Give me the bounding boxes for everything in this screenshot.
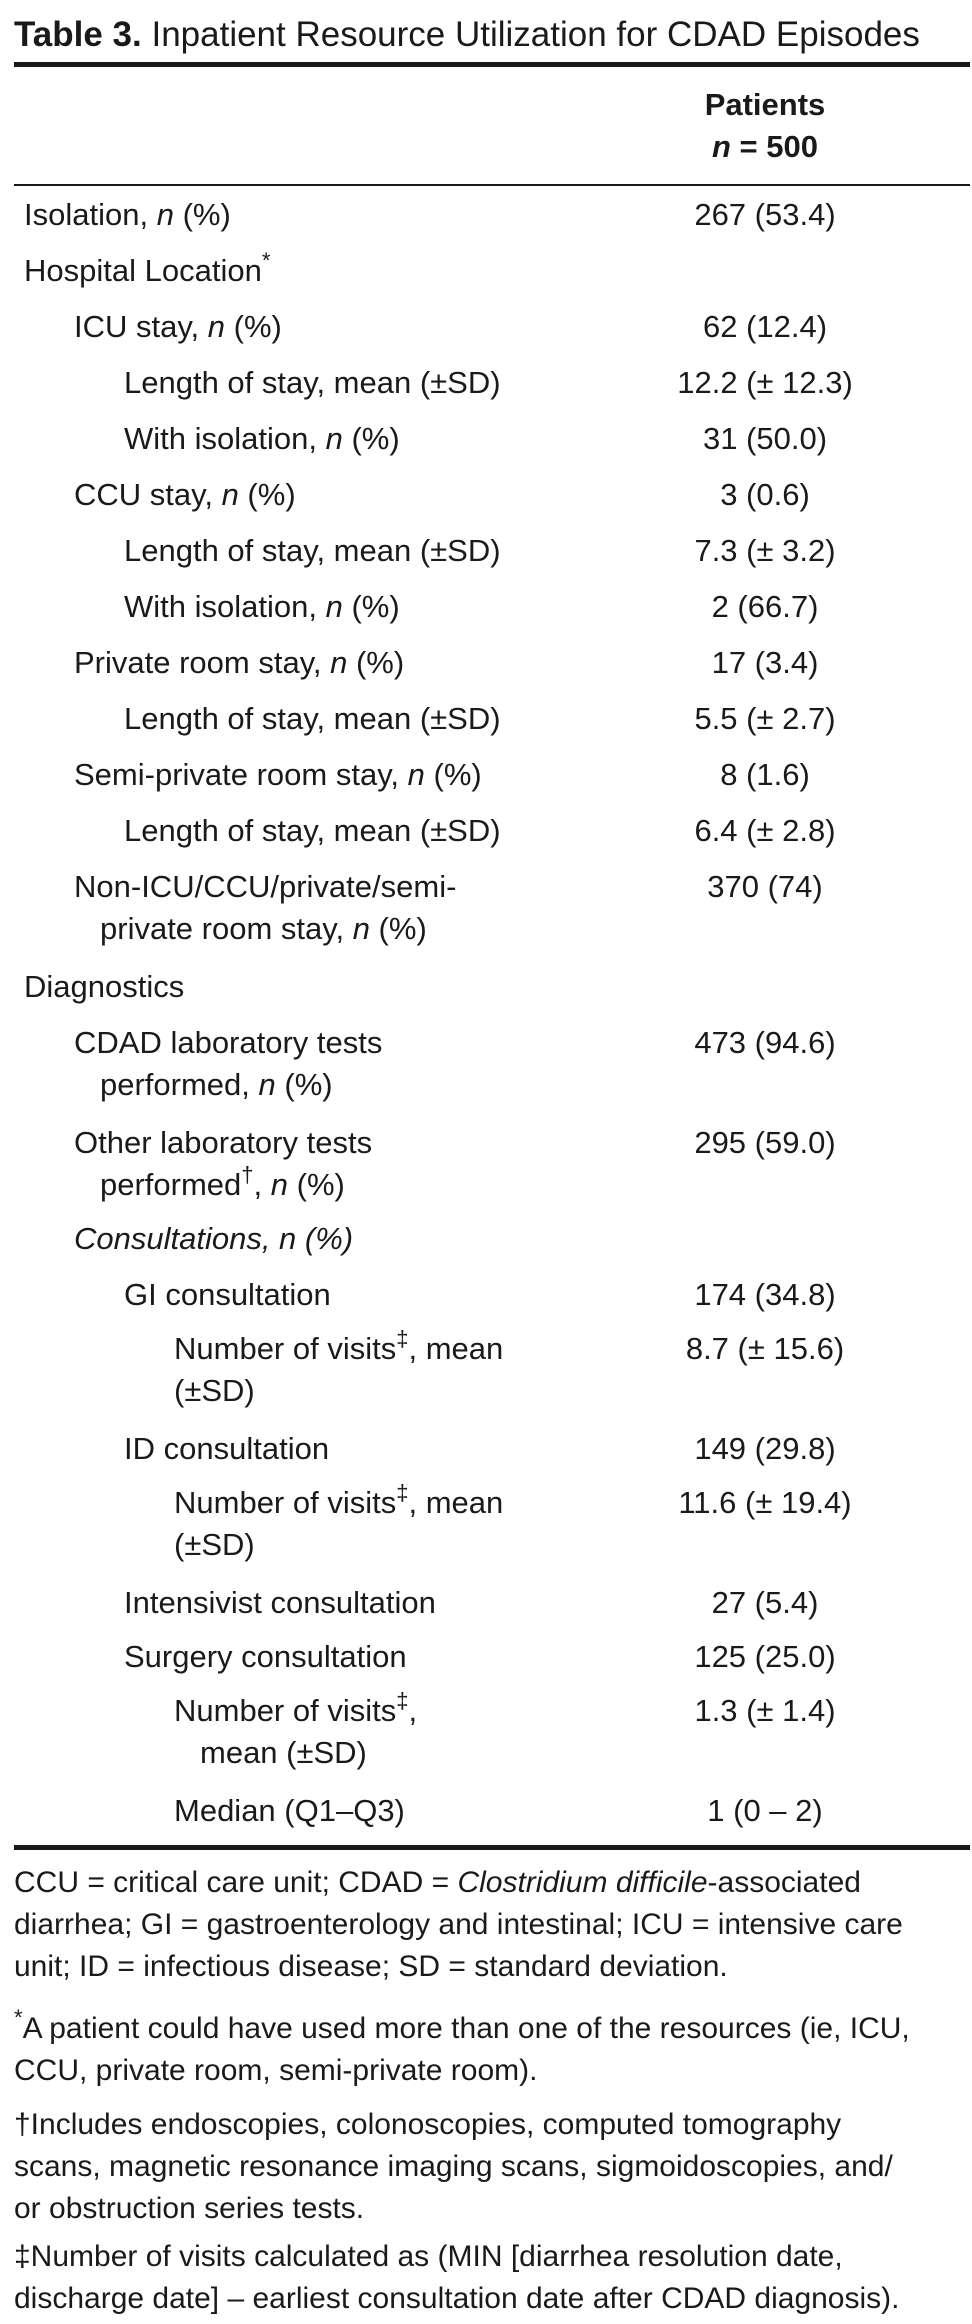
bottom-rule (14, 1845, 970, 1850)
row-label: ICU stay, n (%) (74, 309, 282, 344)
row-value: 5.5 (± 2.7) (694, 701, 836, 736)
row-label: Surgery consultation (124, 1639, 407, 1674)
row-value: 12.2 (± 12.3) (677, 365, 853, 400)
row-label: GI consultation (124, 1277, 331, 1312)
row-label: Number of visits‡, mean (±SD) (174, 1479, 504, 1562)
row-label: Number of visits‡, mean (±SD) (174, 1325, 504, 1408)
row-value: 1.3 (± 1.4) (694, 1693, 836, 1728)
row-value: 11.6 (± 19.4) (678, 1485, 852, 1520)
row-label: Length of stay, mean (±SD) (124, 533, 501, 568)
row-label: Hospital Location* (24, 247, 271, 288)
row-value: 17 (3.4) (711, 645, 819, 680)
row-value: 370 (74) (707, 869, 823, 904)
column-header-line1: Patients (704, 87, 826, 122)
row-label: Non-ICU/CCU/private/semi- private room stay, n (%) (74, 869, 457, 946)
row-label: Intensivist consultation (124, 1585, 436, 1620)
row-label: Other laboratory tests performed†, n (%) (74, 1125, 373, 1202)
row-label: Number of visits‡, mean (±SD) (174, 1687, 418, 1770)
row-label: Consultations, n (%) (74, 1221, 354, 1256)
column-header-line2: n = 500 (712, 129, 818, 164)
row-value: 174 (34.8) (694, 1277, 836, 1312)
row-label: Length of stay, mean (±SD) (124, 813, 501, 848)
row-label: Semi-private room stay, n (%) (74, 757, 482, 792)
row-value: 125 (25.0) (694, 1639, 836, 1674)
row-value: 6.4 (± 2.8) (694, 813, 836, 848)
row-value: 473 (94.6) (694, 1025, 836, 1060)
row-value: 8 (1.6) (720, 757, 810, 792)
row-value: 8.7 (± 15.6) (685, 1331, 845, 1366)
row-value: 3 (0.6) (720, 477, 810, 512)
row-label: Private room stay, n (%) (74, 645, 405, 680)
row-value: 27 (5.4) (711, 1585, 819, 1620)
footnote-asterisk: *A patient could have used more than one of the resources (ie, ICU, CCU, private room, semi-private room). (14, 2005, 910, 2087)
row-value: 267 (53.4) (694, 197, 836, 232)
row-label: Median (Q1–Q3) (174, 1793, 405, 1828)
row-label: With isolation, n (%) (124, 421, 400, 456)
row-label: Diagnostics (24, 969, 185, 1004)
top-rule (14, 62, 970, 67)
row-value: 295 (59.0) (694, 1125, 836, 1160)
table-title (14, 10, 920, 60)
row-value: 1 (0 – 2) (707, 1793, 823, 1828)
row-label: Length of stay, mean (±SD) (124, 365, 501, 400)
row-label: ID consultation (124, 1431, 330, 1466)
row-label: Length of stay, mean (±SD) (124, 701, 501, 736)
row-label: With isolation, n (%) (124, 589, 400, 624)
row-value: 62 (12.4) (702, 309, 828, 344)
row-label: CCU stay, n (%) (74, 477, 296, 512)
table-title-text: Inpatient Resource Utilization for CDAD Episodes (151, 15, 920, 54)
row-value: 149 (29.8) (694, 1431, 836, 1466)
row-value: 2 (66.7) (711, 589, 819, 624)
row-label: Isolation, n (%) (24, 197, 231, 232)
row-label: CDAD laboratory tests performed, n (%) (74, 1025, 383, 1102)
table-label: Table 3. (14, 15, 142, 54)
row-value: 31 (50.0) (702, 421, 828, 456)
footnote-double-dagger: ‡Number of visits calculated as (MIN [diarrhea resolution date, discharge date] – earliest consultation date after CDAD diagnosis). (14, 2240, 900, 2315)
header-rule (14, 184, 970, 186)
footnote-dagger: †Includes endoscopies, colonoscopies, computed tomography scans, magnetic resonance imaging scans, sigmoidoscopies, and/ or obstruction series tests. (14, 2108, 893, 2225)
footnote-abbreviations: CCU = critical care unit; CDAD = Clostridium difficile-associated diarrhea; GI = gastroenterology and intestinal; ICU = intensive care unit; ID = infectious disease; SD = standard deviation. (14, 1866, 903, 1983)
row-value: 7.3 (± 3.2) (694, 533, 836, 568)
column-header-patients (640, 84, 890, 168)
